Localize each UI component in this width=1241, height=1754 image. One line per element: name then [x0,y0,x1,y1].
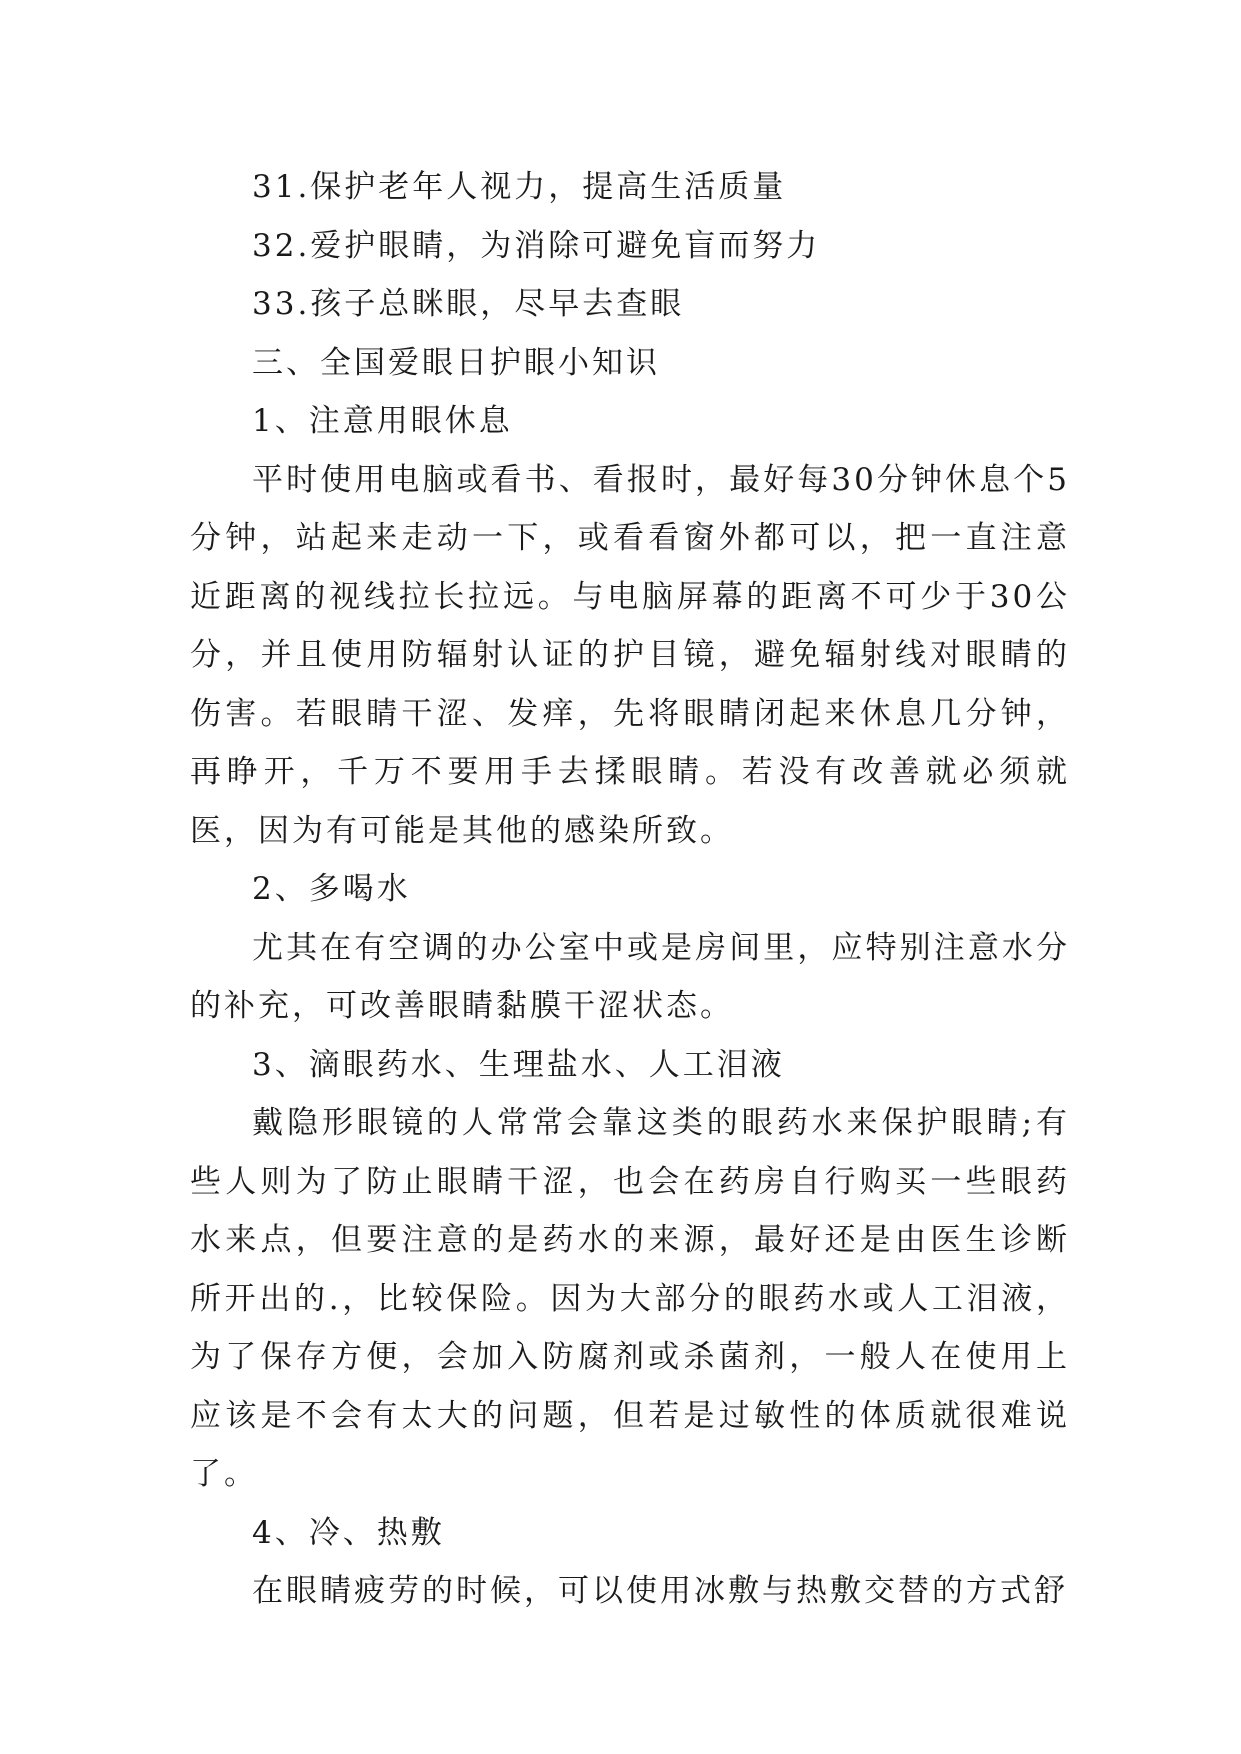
tip-3-heading: 3、滴眼药水、生理盐水、人工泪液 [252,1046,785,1083]
slogan-32: 32.爱护眼睛，为消除可避免盲而努力 [252,227,821,264]
tip-1-body: 平时使用电脑或看书、看报时，最好每30分钟休息个5分钟，站起来走动一下，或看看窗外都可以，把一直注意近距离的视线拉长拉远。与电脑屏幕的距离不可少于30公分，并且使用防辐射认证的护目镜，避免辐射线对眼睛的伤害。若眼睛干涩、发痒，先将眼睛闭起来休息几分钟，再睁开，千万不要用手去揉眼睛。若没有改善就必须就医，因为有可能是其他的感染所致。 [190,461,1070,849]
tip-4-heading: 4、冷、热敷 [252,1514,445,1551]
document-body [190,158,1070,1621]
tip-4-body: 在眼睛疲劳的时候，可以使用冰敷与热敷交替的方式舒 [252,1573,1068,1609]
tip-2-heading: 2、多喝水 [252,871,411,907]
tip-2-body: 尤其在有空调的办公室中或是房间里，应特别注意水分的补充，可改善眼睛黏膜干涩状态。 [190,929,1070,1024]
slogan-33: 33.孩子总眯眼，尽早去查眼 [252,286,685,322]
tip-1-heading: 1、注意用眼休息 [252,403,513,439]
tip-3-body: 戴隐形眼镜的人常常会靠这类的眼药水来保护眼睛;有些人则为了防止眼睛干涩，也会在药房自行购买一些眼药水来点，但要注意的是药水的来源，最好还是由医生诊断所开出的.，比较保险。因为大部分的眼药水或人工泪液，为了保存方便，会加入防腐剂或杀菌剂，一般人在使用上应该是不会有太大的问题，但若是过敏性的体质就很难说了。 [190,1105,1070,1492]
slogan-31: 31.保护老年人视力，提高生活质量 [252,169,787,205]
section-heading: 三、全国爱眼日护眼小知识 [252,344,660,381]
